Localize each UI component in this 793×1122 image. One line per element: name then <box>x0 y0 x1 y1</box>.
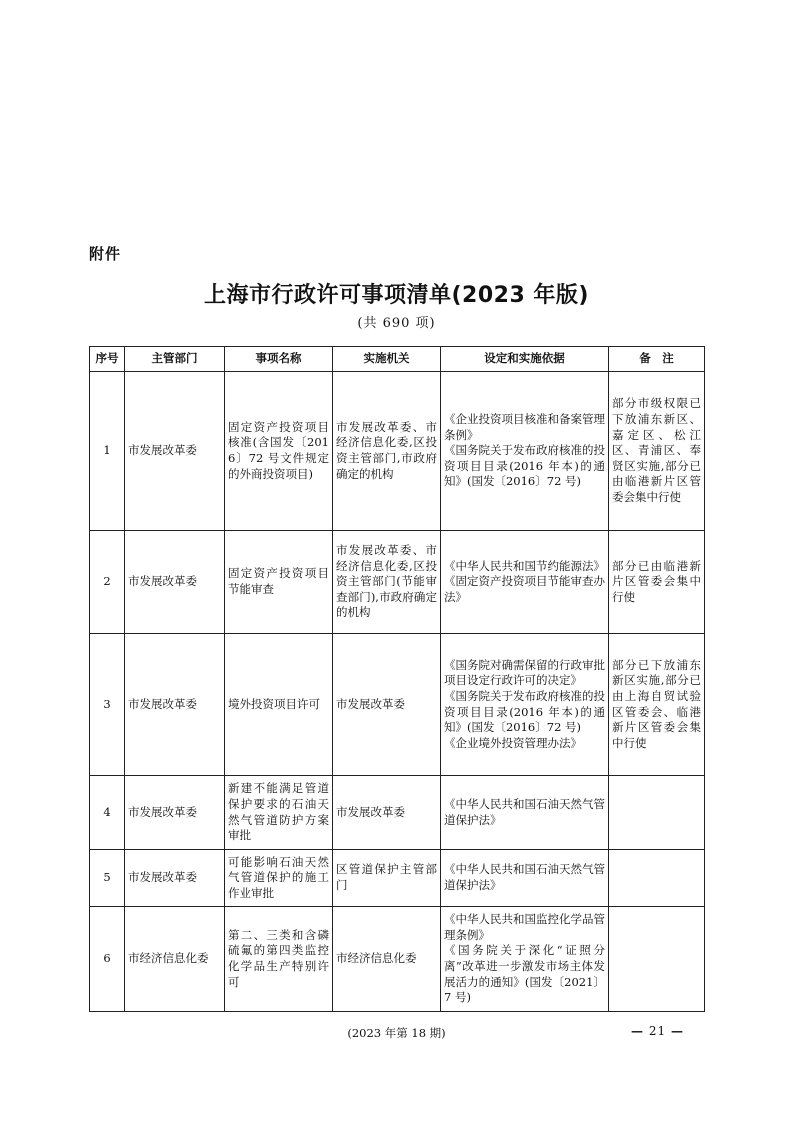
cell-item: 固定资产投资项目节能审查 <box>225 531 333 634</box>
cell-agency: 市发展改革委 <box>333 776 441 850</box>
issue-label: (2023 年第 18 期) <box>347 1026 446 1040</box>
cell-note: 部分已下放浦东新区实施,部分已由上海自贸试验区管委会、临港新片区管委会集中行使 <box>609 634 705 776</box>
page-number-value: 21 <box>648 1024 667 1038</box>
col-header-basis: 设定和实施依据 <box>441 347 609 372</box>
cell-item: 可能影响石油天然气管道保护的施工作业审批 <box>225 850 333 907</box>
table-row <box>90 776 705 850</box>
table-header-row <box>90 347 705 372</box>
cell-dept: 市经济信息化委 <box>125 907 225 1012</box>
table-row <box>90 372 705 531</box>
cell-seq: 6 <box>90 907 125 1012</box>
cell-seq: 3 <box>90 634 125 776</box>
table-row <box>90 531 705 634</box>
table-row <box>90 850 705 907</box>
col-header-note: 备 注 <box>609 347 705 372</box>
cell-basis: 《中华人民共和国监控化学品管理条例》 《国务院关于深化“证照分离”改革进一步激发市场主体发展活力的通知》(国发〔2021〕7 号) <box>441 907 609 1012</box>
col-header-dept: 主管部门 <box>125 347 225 372</box>
cell-note: 部分市级权限已下放浦东新区、嘉定区、松江区、青浦区、奉贤区实施,部分已由临港新片区管委会集中行使 <box>609 372 705 531</box>
cell-basis: 《国务院对确需保留的行政审批项目设定行政许可的决定》 《国务院关于发布政府核准的投资项目目录(2016 年本)的通知》(国发〔2016〕72 号) 《企业境外投资管理办法》 <box>441 634 609 776</box>
col-header-agency: 实施机关 <box>333 347 441 372</box>
cell-seq: 2 <box>90 531 125 634</box>
cell-agency: 市发展改革委、市经济信息化委,区投资主管部门(节能审查部门),市政府确定的机构 <box>333 531 441 634</box>
cell-item: 境外投资项目许可 <box>225 634 333 776</box>
cell-dept: 市发展改革委 <box>125 531 225 634</box>
cell-note <box>609 776 705 850</box>
cell-dept: 市发展改革委 <box>125 634 225 776</box>
cell-basis: 《中华人民共和国石油天然气管道保护法》 <box>441 850 609 907</box>
cell-dept: 市发展改革委 <box>125 372 225 531</box>
cell-seq: 1 <box>90 372 125 531</box>
cell-dept: 市发展改革委 <box>125 850 225 907</box>
cell-seq: 4 <box>90 776 125 850</box>
cell-item: 新建不能满足管道保护要求的石油天然气管道防护方案审批 <box>225 776 333 850</box>
page-dash-right: — <box>670 1024 684 1038</box>
cell-item: 第二、三类和含磷硫氟的第四类监控化学品生产特别许可 <box>225 907 333 1012</box>
permit-table <box>89 346 705 1012</box>
cell-dept: 市发展改革委 <box>125 776 225 850</box>
table-row <box>90 907 705 1012</box>
page-number <box>631 1024 684 1038</box>
page-dash-left: — <box>631 1024 644 1038</box>
attachment-label: 附件 <box>89 245 122 263</box>
cell-note <box>609 907 705 1012</box>
cell-note <box>609 850 705 907</box>
col-header-item: 事项名称 <box>225 347 333 372</box>
cell-basis: 《中华人民共和国节约能源法》 《固定资产投资项目节能审查办法》 <box>441 531 609 634</box>
cell-agency: 区管道保护主管部门 <box>333 850 441 907</box>
cell-item: 固定资产投资项目核准(含国发〔2016〕72 号文件规定的外商投资项目) <box>225 372 333 531</box>
cell-basis: 《中华人民共和国石油天然气管道保护法》 <box>441 776 609 850</box>
cell-note: 部分已由临港新片区管委会集中行使 <box>609 531 705 634</box>
cell-agency: 市发展改革委 <box>333 634 441 776</box>
cell-basis: 《企业投资项目核准和备案管理条例》 《国务院关于发布政府核准的投资项目目录(2016 年本)的通知》(国发〔2016〕72 号) <box>441 372 609 531</box>
cell-seq: 5 <box>90 850 125 907</box>
page-title: 上海市行政许可事项清单(2023 年版) <box>203 283 589 308</box>
page-subtitle: (共 690 项) <box>357 316 436 331</box>
col-header-seq: 序号 <box>90 347 125 372</box>
cell-agency: 市经济信息化委 <box>333 907 441 1012</box>
table-row <box>90 634 705 776</box>
cell-agency: 市发展改革委、市经济信息化委,区投资主管部门,市政府确定的机构 <box>333 372 441 531</box>
